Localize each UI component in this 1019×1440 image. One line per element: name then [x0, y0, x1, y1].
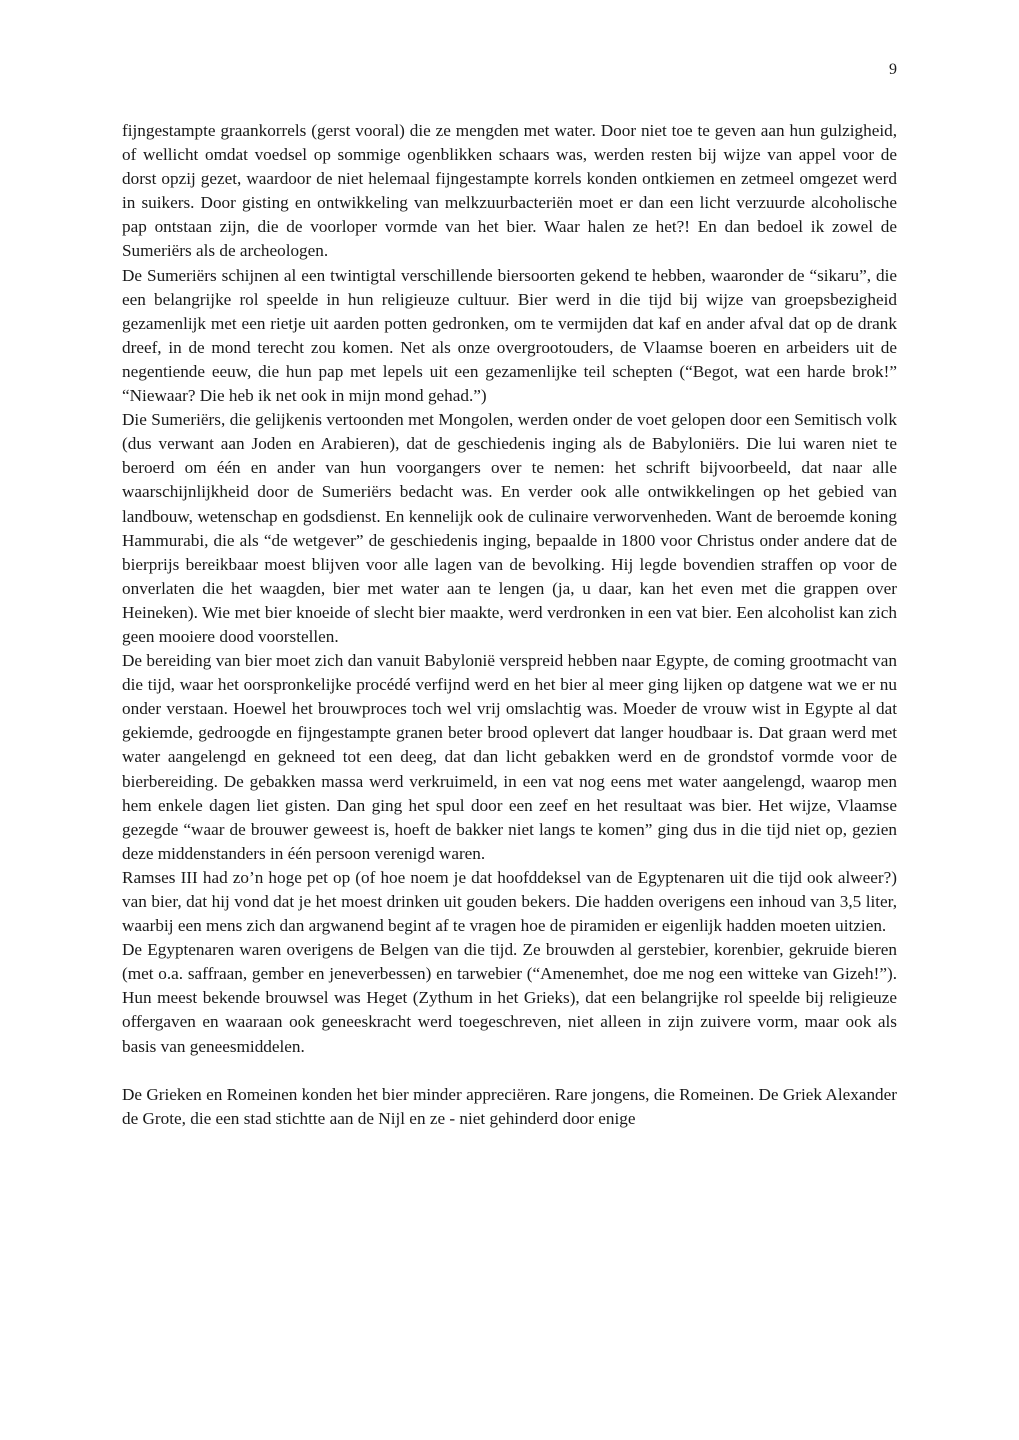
paragraph-egyptian-beers: De Egyptenaren waren overigens de Belgen van die tijd. Ze brouwden al gerstebier, korenbier, gekruide bieren (met o.a. saffraan, gember en jeneverbessen) en tarwebier (“Amenemhet, doe me nog een witteke van Gizeh!”). Hun meest bekende brouwsel was Heget (Zythum in het Grieks), dat een belangrijke rol speelde bij religieuze offergaven en waaraan ook geneeskracht werd toegeschreven, niet alleen in zijn zuivere vorm, maar ook als basis van geneesmiddelen. — [122, 940, 897, 1056]
paragraph-ramses: Ramses III had zo’n hoge pet op (of hoe noem je dat hoofddeksel van de Egyptenaren uit die tijd ook alweer?) van bier, dat hij vond dat je het moest drinken uit gouden bekers. Die hadden overigens een inhoud van 3,5 liter, waarbij een mens zich dan argwanend begint af te vragen hoe de piramiden er eigenlijk hadden moeten uitzien. — [122, 867, 897, 936]
body-text — [122, 119, 897, 1131]
paragraph-early-brewing: fijngestampte graankorrels (gerst vooral) die ze mengden met water. Door niet toe te geven aan hun gulzigheid, of wellicht omdat voedsel op sommige ogenblikken schaars was, werden resten bij wijze van appel voor de dorst opzij gezet, waardoor de niet helemaal fijngestampte korrels konden ontkiemen en zetmeel omgezet werd in suikers. Door gisting en ontwikkeling van melkzuurbacteriën moet er dan een licht verzuurde alcoholische pap ontstaan zijn, die de voorloper vormde van het bier. Waar halen ze het?! En dan bedoel ik zowel de Sumeriërs als de archeologen. — [122, 121, 897, 261]
paragraph-egypt-brewing: De bereiding van bier moet zich dan vanuit Babylonië verspreid hebben naar Egypte, de coming grootmacht van die tijd, waar het oorspronkelijke procédé verfijnd werd en het bier al meer ging lijken op datgene wat we er nu onder verstaan. Hoewel het brouwproces toch wel vrij omslachtig was. Moeder de vrouw wist in Egypte al dat gekiemde, gedroogde en fijngestampte granen beter brood oplevert dat langer houdbaar is. Dat graan werd met water aangelengd en gekneed tot een deeg, dat dan licht gebakken werd en de grondstof vormde voor de bierbereiding. De gebakken massa werd verkruimeld, in een vat nog eens met water aangelengd, waarop men hem enkele dagen liet gisten. Dan ging het spul door een zeef en het resultaat was bier. Het wijze, Vlaamse gezegde “waar de brouwer geweest is, hoeft de bakker niet langs te komen” ging dus in die tijd niet op, gezien deze middenstanders in één persoon verenigd waren. — [122, 651, 897, 863]
paragraph-babylonians: Die Sumeriërs, die gelijkenis vertoonden met Mongolen, werden onder de voet gelopen door een Semitisch volk (dus verwant aan Joden en Arabieren), dat de geschiedenis inging als de Babyloniërs. Die lui waren niet te beroerd om één en ander van hun voorgangers over te nemen: het schrift bijvoorbeeld, dat naar alle waarschijnlijkheid door de Sumeriërs bedacht was. En verder ook alle ontwikkelingen op het gebied van landbouw, wetenschap en godsdienst. En kennelijk ook de culinaire verworvenheden. Want de beroemde koning Hammurabi, die als “de wetgever” de geschiedenis inging, bepaalde in 1800 voor Christus onder andere dat de bierprijs bereikbaar moest blijven voor alle lagen van de bevolking. Hij legde bovendien straffen op voor de onverlaten die het waagden, bier met water aan te lengen (ja, u daar, kan het even met die grappen over Heineken). Wie met bier knoeide of slecht bier maakte, werd verdronken in een vat bier. Een alcoholist kan zich geen mooiere dood voorstellen. — [122, 410, 897, 646]
page-number: 9 — [889, 61, 897, 78]
paragraph-greeks-romans: De Grieken en Romeinen konden het bier minder appreciëren. Rare jongens, die Romeinen. De Griek Alexander de Grote, die een stad stichtte aan de Nijl en ze - niet gehinderd door enige — [122, 1084, 897, 1128]
paragraph-sumerians: De Sumeriërs schijnen al een twintigtal verschillende biersoorten gekend te hebben, waaronder de “sikaru”, die een belangrijke rol speelde in hun religieuze cultuur. Bier werd in die tijd bij wijze van groepsbezigheid gezamenlijk met een rietje uit aarden potten gedronken, om te vermijden dat kaf en ander afval dat op de drank dreef, in de mond terecht zou komen. Net als onze overgrootouders, de Vlaamse boeren en arbeiders uit de negentiende eeuw, die hun pap met lepels uit een gezamenlijke teil schepten (“Begot, wat een harde brok!” “Niewaar? Die heb ik net ook in mijn mond gehad.”) — [122, 265, 897, 406]
